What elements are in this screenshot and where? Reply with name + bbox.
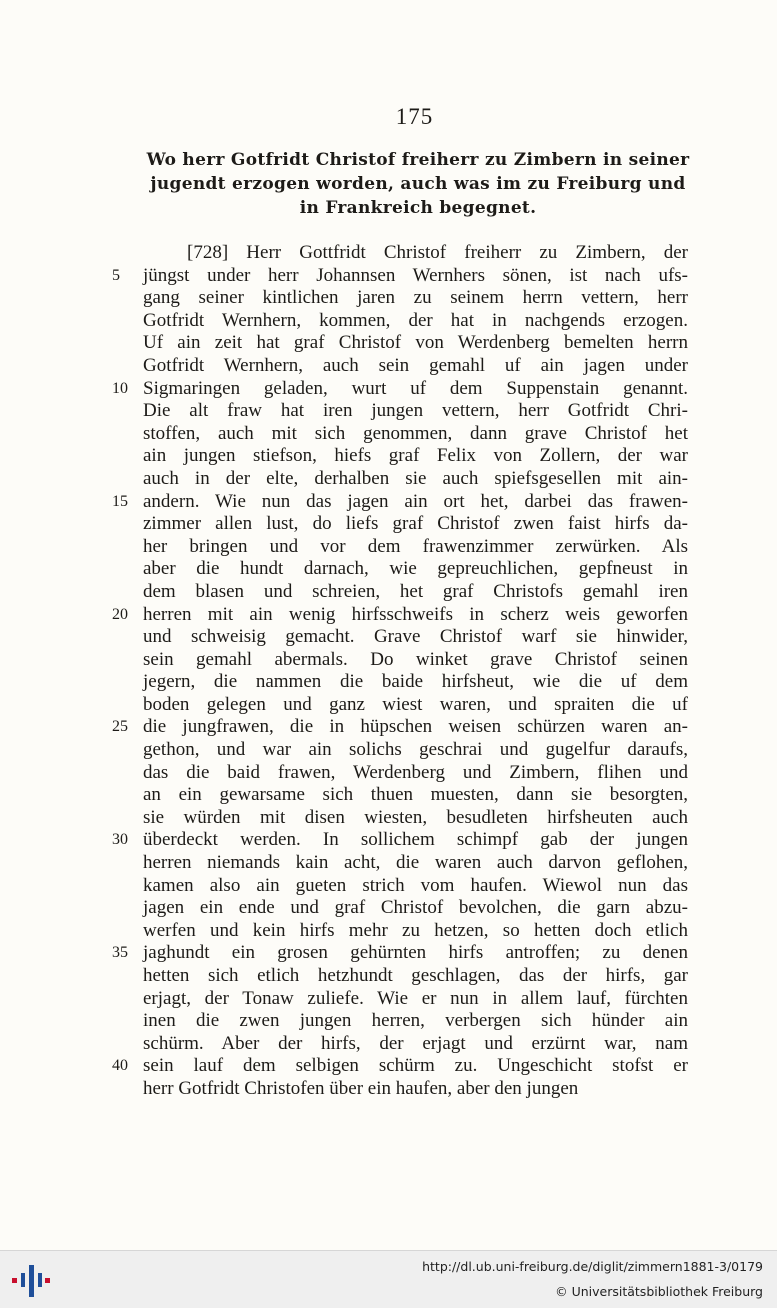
line-text: und schweisig gemacht. Grave Christof warf sie hinwider, xyxy=(143,626,688,648)
text-line xyxy=(112,603,688,627)
line-text: schürm. Aber der hirfs, der erjagt und erzürnt war, nam xyxy=(143,1032,688,1054)
line-text: gang seiner kintlichen jaren zu seinem herrn vettern, herr xyxy=(143,287,688,309)
text-line xyxy=(143,920,688,943)
line-number: 5 xyxy=(112,266,120,284)
text-line xyxy=(143,536,688,559)
line-text: Die alt fraw hat iren jungen vettern, herr Gotfridt Chri- xyxy=(143,400,688,422)
permalink-url[interactable]: http://dl.ub.uni-freiburg.de/diglit/zimmern1881-3/0179 xyxy=(422,1259,763,1274)
line-text: herren niemands kain acht, die waren auch darvon geflohen, xyxy=(143,852,688,874)
text-line xyxy=(143,310,688,333)
line-text: stoffen, auch mit sich genommen, dann grave Christof het xyxy=(143,422,688,444)
text-line xyxy=(112,490,688,514)
text-line xyxy=(143,287,688,310)
line-text: hetten sich etlich hetzhundt geschlagen, das der hirfs, gar xyxy=(143,965,688,986)
line-text: inen die zwen jungen herren, verbergen sich hünder ain xyxy=(143,1010,688,1032)
text-line xyxy=(143,988,688,1011)
line-text: zimmer allen lust, do liefs graf Christof zwen faist hirfs da- xyxy=(143,513,688,535)
line-text: sie würden mit disen wiesten, besudleten hirfsheuten auch xyxy=(143,806,688,828)
line-text: werfen und kein hirfs mehr zu hetzen, so hetten doch etlich xyxy=(143,919,688,941)
text-line xyxy=(143,784,688,807)
copyright-notice: © Universitätsbibliothek Freiburg xyxy=(555,1284,763,1299)
text-line xyxy=(143,400,688,423)
text-line xyxy=(143,242,688,265)
text-line xyxy=(143,1033,688,1056)
text-line xyxy=(143,581,688,604)
line-text: aber die hundt darnach, wie gepreuchlichen, gepfneust in xyxy=(143,558,688,580)
line-text: Gotfridt Wernhern, kommen, der hat in nachgends erzogen. xyxy=(143,309,688,331)
text-line xyxy=(143,355,688,378)
text-line xyxy=(143,423,688,446)
body-text xyxy=(112,242,688,1101)
line-text: [728] Herr Gottfridt Christof freiherr zu Zimbern, der xyxy=(187,242,688,263)
text-line xyxy=(143,626,688,649)
heading-line: Wo herr Gotfridt Christof freiherr zu Zimbern in seiner xyxy=(146,150,690,170)
text-line xyxy=(143,558,688,581)
line-text: herr Gotfridt Christofen über ein haufen, aber den jungen xyxy=(143,1077,579,1099)
line-text: Sigmaringen geladen, wurt uf dem Suppenstain genannt. xyxy=(143,377,688,399)
text-line xyxy=(143,807,688,830)
line-text: kamen also ain gueten strich vom haufen. Wiewol nun das xyxy=(143,874,688,896)
text-line xyxy=(143,332,688,355)
line-text: erjagt, der Tonaw zuliefe. Wie er nun in allem lauf, fürchten xyxy=(143,987,688,1009)
text-line xyxy=(112,716,688,739)
text-line xyxy=(143,445,688,468)
chapter-heading xyxy=(140,148,696,220)
text-line xyxy=(143,649,688,672)
line-text: die jungfrawen, die in hüpschen weisen schürzen waren an- xyxy=(143,716,688,738)
line-text: Uf ain zeit hat graf Christof von Werdenberg bemelten herrn xyxy=(143,332,688,354)
text-line xyxy=(143,468,688,491)
line-text: das die baid frawen, Werdenberg und Zimbern, flihen und xyxy=(143,761,688,783)
text-line xyxy=(112,264,688,288)
ub-freiburg-logo-icon[interactable] xyxy=(10,1265,52,1297)
line-text: andern. Wie nun das jagen ain ort het, darbei das frawen- xyxy=(143,490,688,512)
line-text: jagen ein ende und graf Christof bevolchen, die garn abzu- xyxy=(143,897,688,919)
line-text: jegern, die nammen die baide hirfsheut, wie die uf dem xyxy=(143,671,688,693)
text-line xyxy=(143,875,688,898)
text-line xyxy=(143,1078,688,1101)
text-line xyxy=(143,694,688,717)
page-number: 175 xyxy=(395,104,434,129)
line-text: überdeckt werden. In sollichem schimpf gab der jungen xyxy=(143,829,688,851)
line-text: auch in der elte, derhalben sie auch spiefsgesellen mit ain- xyxy=(143,467,688,489)
heading-line: in Frankreich begegnet. xyxy=(299,198,537,218)
line-number: 40 xyxy=(112,1057,128,1075)
line-text: gethon, und war ain solichs geschrai und gugelfur daraufs, xyxy=(143,739,688,761)
line-text: sein gemahl abermals. Do winket grave Christof seinen xyxy=(143,648,688,670)
line-text: herren mit ain wenig hirfsschweifs in scherz weis geworfen xyxy=(143,603,688,625)
line-text: an ein gewarsame sich thuen muesten, dann sie besorgten, xyxy=(143,784,688,806)
text-line xyxy=(143,897,688,920)
line-number: 10 xyxy=(112,379,128,397)
text-line xyxy=(143,965,688,988)
line-number: 25 xyxy=(112,718,128,736)
heading-line: jugendt erzogen worden, auch was im zu Freiburg und xyxy=(150,174,686,194)
text-line xyxy=(143,852,688,875)
text-line xyxy=(112,1055,688,1078)
line-text: Gotfridt Wernhern, auch sein gemahl uf ain jagen under xyxy=(143,354,688,376)
line-number: 20 xyxy=(112,605,128,623)
text-line xyxy=(112,829,688,852)
line-text: boden gelegen und ganz wiest waren, und spraiten die uf xyxy=(143,693,688,715)
text-line xyxy=(143,1010,688,1033)
line-number: 35 xyxy=(112,944,128,962)
text-line xyxy=(143,513,688,536)
line-text: jaghundt ein grosen gehürnten hirfs antroffen; zu denen xyxy=(143,942,688,964)
line-text: her bringen und vor dem frawenzimmer zerwürken. Als xyxy=(143,535,688,557)
text-line xyxy=(143,739,688,762)
line-text: dem blasen und schreien, het graf Christofs gemahl iren xyxy=(143,580,688,602)
line-text: sein lauf dem selbigen schürm zu. Ungeschicht stofst er xyxy=(143,1055,688,1077)
text-line xyxy=(143,762,688,785)
line-number: 15 xyxy=(112,492,128,510)
text-line xyxy=(112,377,688,401)
viewer-footer xyxy=(0,1250,777,1308)
line-text: jüngst under herr Johannsen Wernhers sönen, ist nach ufs- xyxy=(143,264,688,286)
text-line xyxy=(112,942,688,965)
line-number: 30 xyxy=(112,831,128,849)
text-line xyxy=(143,671,688,694)
line-text: ain jungen stiefson, hiefs graf Felix von Zollern, der war xyxy=(143,445,688,467)
